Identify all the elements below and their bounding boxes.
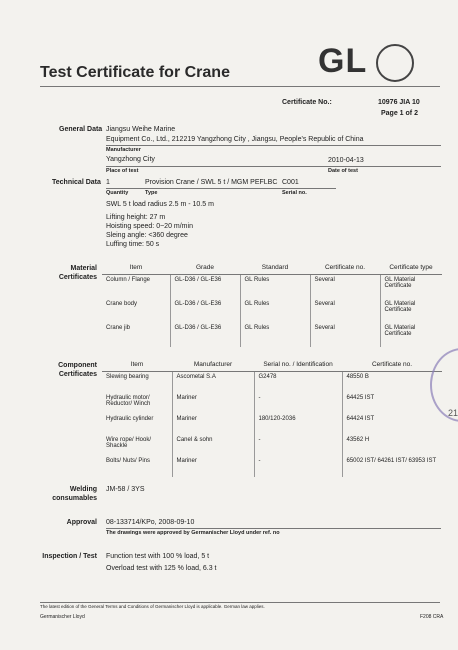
component-cell: - [254,456,342,477]
material-header-row [102,261,442,275]
stamp-number: 21 [448,408,458,418]
material-label-1: Material [70,265,97,272]
material-cell: GL Rules [240,323,310,347]
material-col-certtype: Certificate type [380,261,442,275]
general-data-label: General Data [59,126,103,133]
component-label-1: Component [58,362,97,369]
approval-rule [106,528,441,529]
component-cell: 48550 B [342,372,442,394]
certificate-no: 10976 JIA 10 [378,99,420,106]
component-cell: 64425 IST [342,393,442,414]
tech-detail-0: SWL 5 t load radius 2.5 m - 10.5 m [106,201,214,208]
material-cell: Several [310,323,380,347]
approval-value: 08-133714/KPo, 2008-09-10 [106,519,195,526]
component-col-serial: Serial no. / Identification [254,358,342,372]
component-cell: Mariner [172,414,254,435]
tech-detail-5: Luffing time: 50 s [106,241,160,248]
crane-type: Provision Crane / SWL 5 t / MGM PEFLBC [145,179,278,186]
gl-logo: GL [318,42,368,80]
material-cell: GL-D36 / GL-E36 [170,299,240,323]
material-cell: Crane jib [106,324,131,331]
component-cell: - [254,393,342,414]
component-cell: 64424 IST [342,414,442,435]
material-cell: GL-D36 / GL-E36 [170,323,240,347]
component-cell: Hydraulic motor/ Reductor/ Winch [106,395,151,407]
table-row [102,372,442,394]
quantity: 1 [106,179,110,186]
place-caption: Place of test [106,168,139,174]
component-col-item: Item [102,358,172,372]
component-label-2: Certificates [58,371,97,378]
component-cell: Wire rope/ Hook/ Shackle [106,437,152,449]
type-caption: Type [145,190,158,196]
material-cell: GL Rules [240,275,310,299]
welding-label-2: consumables [52,495,97,502]
component-table [102,358,442,477]
component-cell: Mariner [172,456,254,477]
place-rule [106,166,441,167]
material-cell: Crane body [106,300,138,307]
component-cell: Bolts/ Nuts/ Pins [106,458,151,464]
table-row [102,435,442,456]
certificate-no-label: Certificate No.: [282,99,332,106]
table-row [102,414,442,435]
material-col-certno: Certificate no. [310,261,380,275]
component-cell: G2478 [254,372,342,394]
material-label-2: Certificates [58,274,97,281]
welding-value: JM-58 / 3YS [106,486,145,493]
material-col-standard: Standard [240,261,310,275]
table-row [102,275,442,299]
component-cell: Ascometal S.A [172,372,254,394]
tech-detail-3: Hoisting speed: 0~20 m/min [106,223,193,230]
place-of-test: Yangzhong City [106,156,155,163]
gl-logo-emblem-icon [376,44,414,82]
document-title: Test Certificate for Crane [40,64,230,81]
material-cell: Several [310,299,380,323]
component-header-row [102,358,442,372]
manufacturer-line2: Equipment Co., Ltd., 212219 Yangzhong City , Jiangsu, People's Republic of China [106,136,364,143]
component-col-certno: Certificate no. [342,358,442,372]
date-caption: Date of test [328,168,358,174]
welding-label-1: Welding [69,486,97,493]
approval-label: Approval [66,519,97,526]
approval-note: The drawings were approved by Germanischer Lloyd under ref. no [106,530,280,536]
component-cell: - [254,435,342,456]
material-cell: Column / Flange [106,277,151,283]
inspection-line2: Overload test with 125 % load, 6.3 t [106,565,217,572]
material-cell: Several [310,275,380,299]
table-row [102,456,442,477]
material-table [102,261,442,347]
manufacturer-caption: Manufacturer [106,147,141,153]
material-cell: GL Rules [240,299,310,323]
component-cell: Slewing bearing [106,374,149,380]
manufacturer-rule [106,145,441,146]
manufacturer-line1: Jiangsu Weihe Marine [106,126,176,133]
date-of-test: 2010-04-13 [328,157,364,164]
table-row [102,393,442,414]
footer-company: Germanischer Lloyd [40,614,85,620]
material-cell: GL Material Certificate [380,323,442,347]
component-cell: 65002 IST/ 64261 IST/ 63953 IST [342,456,442,477]
table-row [102,323,442,347]
footer-form-code: F208 CRA [420,614,444,620]
material-cell: GL Material Certificate [380,299,442,323]
component-cell: Canel & sohn [172,435,254,456]
material-col-grade: Grade [170,261,240,275]
material-cell: GL Material Certificate [380,275,442,299]
quantity-caption: Quantity [106,190,129,196]
component-cell: Mariner [172,393,254,414]
inspection-line1: Function test with 100 % load, 5 t [106,553,210,560]
material-col-item: Item [102,261,170,275]
serial-no: C001 [282,179,299,186]
title-divider [40,86,440,87]
component-cell: Hydraulic cylinder [106,416,154,422]
component-cell: 180/120-2036 [254,414,342,435]
inspection-label: Inspection / Test [42,553,97,560]
component-col-manufacturer: Manufacturer [172,358,254,372]
technical-data-label: Technical Data [52,179,101,186]
footer-rule [40,602,440,603]
tech-detail-4: Sleing angle: <360 degree [106,232,188,239]
serial-caption: Serial no. [282,190,307,196]
tech-detail-2: Lifting height: 27 m [106,214,166,221]
material-cell: GL-D36 / GL-E36 [170,275,240,299]
footer-terms: The latest edition of the General Terms and Conditions of Germanischer Lloyd is applicable. German law applies. [40,604,265,609]
component-cell: 43562 H [342,435,442,456]
technical-rule [106,188,336,189]
page-info: Page 1 of 2 [381,110,418,117]
table-row [102,299,442,323]
